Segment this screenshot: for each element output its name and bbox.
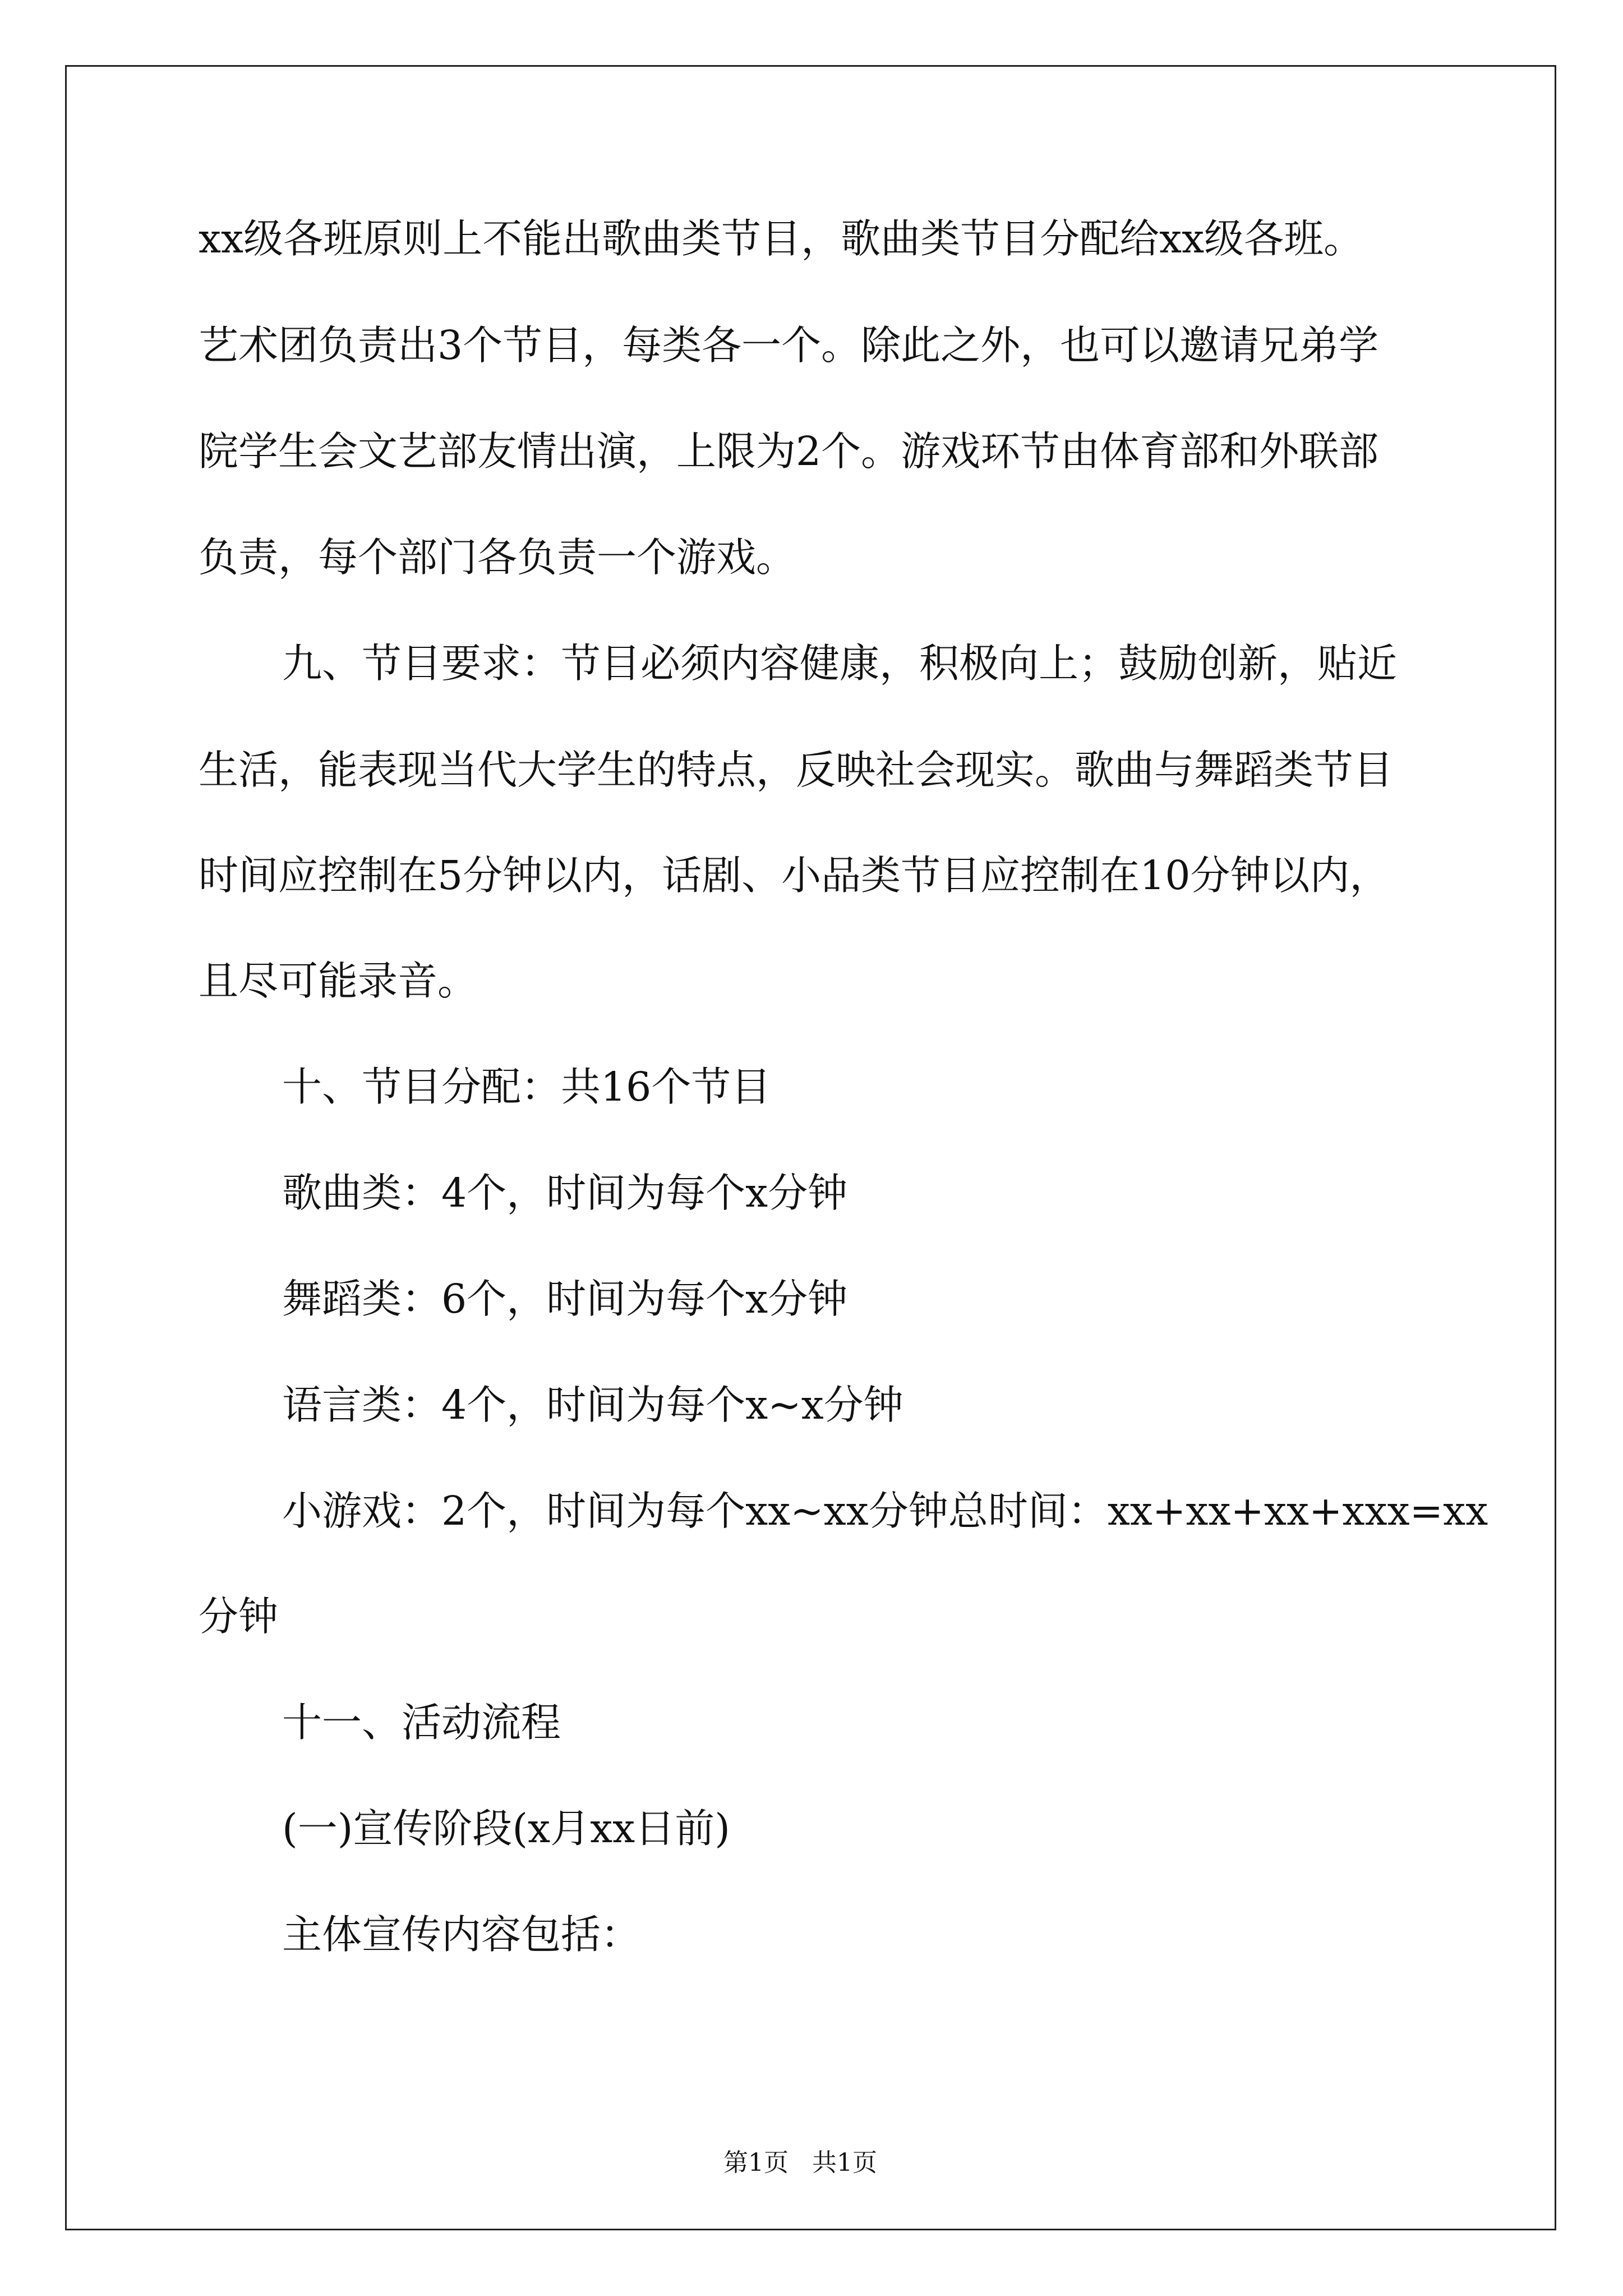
text-line: 舞蹈类：6个，时间为每个x分钟 (282, 1276, 848, 1322)
page-number-footer: 第1页 共1页 (723, 2148, 877, 2177)
text-line: 院学生会文艺部友情出演，上限为2个。游戏环节由体育部和外联部 (199, 428, 1379, 475)
page-border (65, 65, 1556, 2230)
text-line: 语言类：4个，时间为每个x~x分钟 (282, 1382, 903, 1428)
text-line: 且尽可能录音。 (199, 958, 478, 1004)
text-line: 小游戏：2个，时间为每个xx~xx分钟总时间：xx+xx+xx+xxx=xx (282, 1488, 1488, 1534)
text-line: 负责，每个部门各负责一个游戏。 (199, 534, 796, 581)
text-line: 歌曲类：4个，时间为每个x分钟 (282, 1170, 848, 1216)
text-line: 分钟 (199, 1593, 279, 1640)
text-line: xx级各班原则上不能出歌曲类节目，歌曲类节目分配给xx级各班。 (199, 215, 1364, 262)
section-heading-line: 十、节目分配：共16个节目 (282, 1064, 771, 1110)
subsection-heading-line: (一)宣传阶段(x月xx日前) (282, 1805, 730, 1852)
text-line: 艺术团负责出3个节目，每类各一个。除此之外，也可以邀请兄弟学 (199, 322, 1379, 369)
section-heading-line: 十一、活动流程 (282, 1699, 561, 1746)
text-line: 主体宣传内容包括： (282, 1911, 641, 1958)
text-line: 生活，能表现当代大学生的特点，反映社会现实。歌曲与舞蹈类节目 (199, 747, 1394, 793)
text-line: 时间应控制在5分钟以内，话剧、小品类节目应控制在10分钟以内， (199, 852, 1390, 899)
section-heading-line: 九、节目要求：节目必须内容健康，积极向上；鼓励创新，贴近 (282, 640, 1398, 687)
